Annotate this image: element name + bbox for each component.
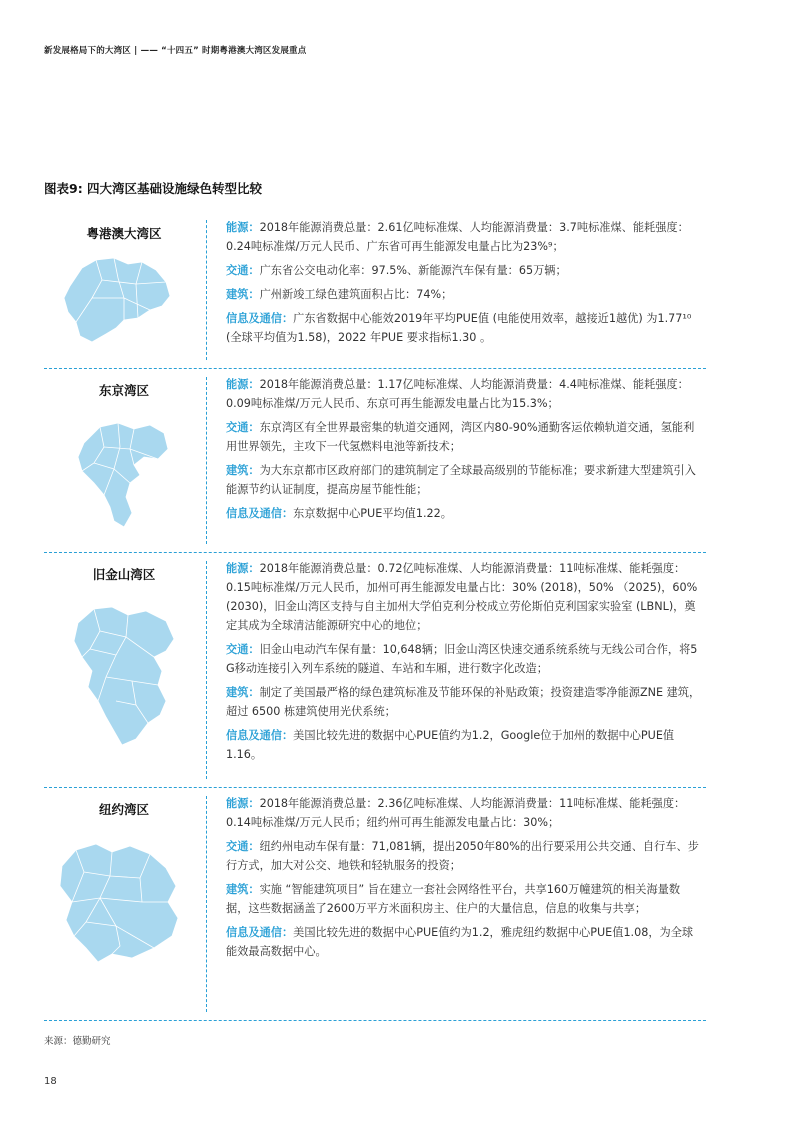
region-details (226, 375, 702, 528)
tokyo-bay-map-icon (74, 413, 174, 533)
item-text: 旧金山电动汽车保有量：10,648辆；旧金山湾区快速交通系统系统与无线公司合作，将5 G移动连接引入列车系统的隧道、车站和车厢，进行数字化改造； (226, 643, 698, 675)
item-label: 信息及通信： (226, 312, 294, 325)
region-cell (44, 369, 204, 552)
column-divider (206, 561, 207, 779)
item-text: 制定了美国最严格的绿色建筑标准及节能环保的补贴政策；投资建造零净能源ZNE 建筑，超过 6500 栋建筑使用光伏系统； (226, 686, 701, 718)
item-text: 2018年能源消费总量：2.61亿吨标准煤、人均能源消费量：3.7吨标准煤、能耗强度：0.24吨标准煤/万元人民币、广东省可再生能源发电量占比为23%⁹； (226, 221, 689, 253)
region-cell (44, 553, 204, 787)
transport-item (226, 261, 702, 280)
item-text: 2018年能源消费总量：1.17亿吨标准煤、人均能源消费量：4.4吨标准煤、能耗强度：0.09吨标准煤/万元人民币、东京可再生能源发电量占比为15.3%； (226, 378, 689, 410)
region-cell (44, 212, 204, 368)
region-name: 粤港澳大湾区 (86, 226, 162, 241)
new-york-bay-map-icon (56, 836, 184, 966)
item-text: 东京数据中心PUE平均值1.22。 (293, 507, 452, 520)
figure-title: 图表9: 四大湾区基础设施绿色转型比较 (44, 181, 263, 196)
san-francisco-bay-map-icon (70, 601, 180, 751)
region-row-new-york (44, 788, 706, 1021)
region-name: 东京湾区 (98, 383, 149, 398)
source-note: 来源：德勤研究 (44, 1036, 111, 1047)
region-row-san-francisco (44, 553, 706, 788)
report-header: 新发展格局下的大湾区 | —— “十四五” 时期粤港澳大湾区发展重点 (44, 46, 307, 56)
energy-item (226, 218, 702, 256)
item-label: 能源： (226, 562, 260, 575)
energy-item (226, 559, 702, 635)
item-text: 东京湾区有全世界最密集的轨道交通网，湾区内80-90%通勤客运依赖轨道交通，氢能利用世界领先，主攻下一代氢燃料电池等新技术； (226, 421, 695, 453)
energy-item (226, 375, 702, 413)
item-text: 美国比较先进的数据中心PUE值约为1.2，Google位于加州的数据中心PUE值1.16。 (226, 729, 675, 761)
building-item (226, 285, 702, 304)
item-text: 广东省数据中心能效2019年平均PUE值 (电能使用效率，越接近1越优) 为1.77¹⁰ (全球平均值为1.58)，2022 年PUE 要求指标1.30 。 (226, 312, 692, 344)
ict-item (226, 726, 702, 764)
item-text: 广州新竣工绿色建筑面积占比：74%； (259, 288, 453, 301)
column-divider (206, 220, 207, 360)
item-text: 纽约州电动车保有量：71,081辆，提出2050年80%的出行要采用公共交通、自行车、步行方式，加大对公交、地铁和轻轨服务的投资； (226, 840, 699, 872)
region-details (226, 794, 702, 966)
item-label: 交通： (226, 264, 260, 277)
column-divider (206, 796, 207, 1012)
item-label: 信息及通信： (226, 926, 294, 939)
item-label: 建筑： (226, 883, 260, 896)
region-cell (44, 788, 204, 1020)
ict-item (226, 309, 702, 347)
item-label: 建筑： (226, 288, 260, 301)
item-label: 建筑： (226, 686, 260, 699)
item-text: 为大东京都市区政府部门的建筑制定了全球最高级别的节能标准；要求新建大型建筑引入能源节约认证制度，提高房屋节能性能； (226, 464, 696, 496)
item-label: 交通： (226, 643, 260, 656)
item-label: 能源： (226, 797, 260, 810)
energy-item (226, 794, 702, 832)
comparison-table (44, 212, 706, 1021)
transport-item (226, 418, 702, 456)
ict-item (226, 923, 702, 961)
building-item (226, 683, 702, 721)
item-text: 2018年能源消费总量：2.36亿吨标准煤、人均能源消费量：11吨标准煤、能耗强度：0.14吨标准煤/万元人民币；纽约州可再生能源发电量占比：30%； (226, 797, 686, 829)
building-item (226, 880, 702, 918)
item-label: 交通： (226, 421, 260, 434)
building-item (226, 461, 702, 499)
item-label: 信息及通信： (226, 507, 294, 520)
region-details (226, 559, 702, 769)
column-divider (206, 377, 207, 544)
item-label: 能源： (226, 378, 260, 391)
item-text: 实施 “智能建筑项目” 旨在建立一套社会网络性平台，共享160万幢建筑的相关海量数据，这些数据涵盖了2600万平方米面积房主、住户的大量信息，信息的收集与共享； (226, 883, 681, 915)
item-text: 2018年能源消费总量：0.72亿吨标准煤、人均能源消费量：11吨标准煤、能耗强度：0.15吨标准煤/万元人民币，加州可再生能源发电量占比：30% (2018)，50% （2025)，60% (2030)，旧金山湾区支持与自主加州大学伯克利分校成立劳伦斯伯克利国家实验室 (LBNL)，奠定其成为全球清洁能源研究中心的地位； (226, 562, 698, 632)
region-name: 旧金山湾区 (92, 567, 156, 582)
item-label: 建筑： (226, 464, 260, 477)
page-number: 18 (44, 1076, 57, 1087)
ict-item (226, 504, 702, 523)
region-name: 纽约湾区 (98, 802, 149, 817)
guangdong-map-icon (62, 248, 174, 346)
transport-item (226, 837, 702, 875)
region-row-tokyo (44, 369, 706, 553)
item-text: 美国比较先进的数据中心PUE值约为1.2，雅虎纽约数据中心PUE值1.08，为全球能效最高数据中心。 (226, 926, 694, 958)
item-label: 能源： (226, 221, 260, 234)
transport-item (226, 640, 702, 678)
region-details (226, 218, 702, 352)
item-label: 交通： (226, 840, 260, 853)
item-text: 广东省公交电动化率：97.5%、新能源汽车保有量：65万辆； (259, 264, 567, 277)
region-row-guangdong (44, 212, 706, 369)
item-label: 信息及通信： (226, 729, 294, 742)
